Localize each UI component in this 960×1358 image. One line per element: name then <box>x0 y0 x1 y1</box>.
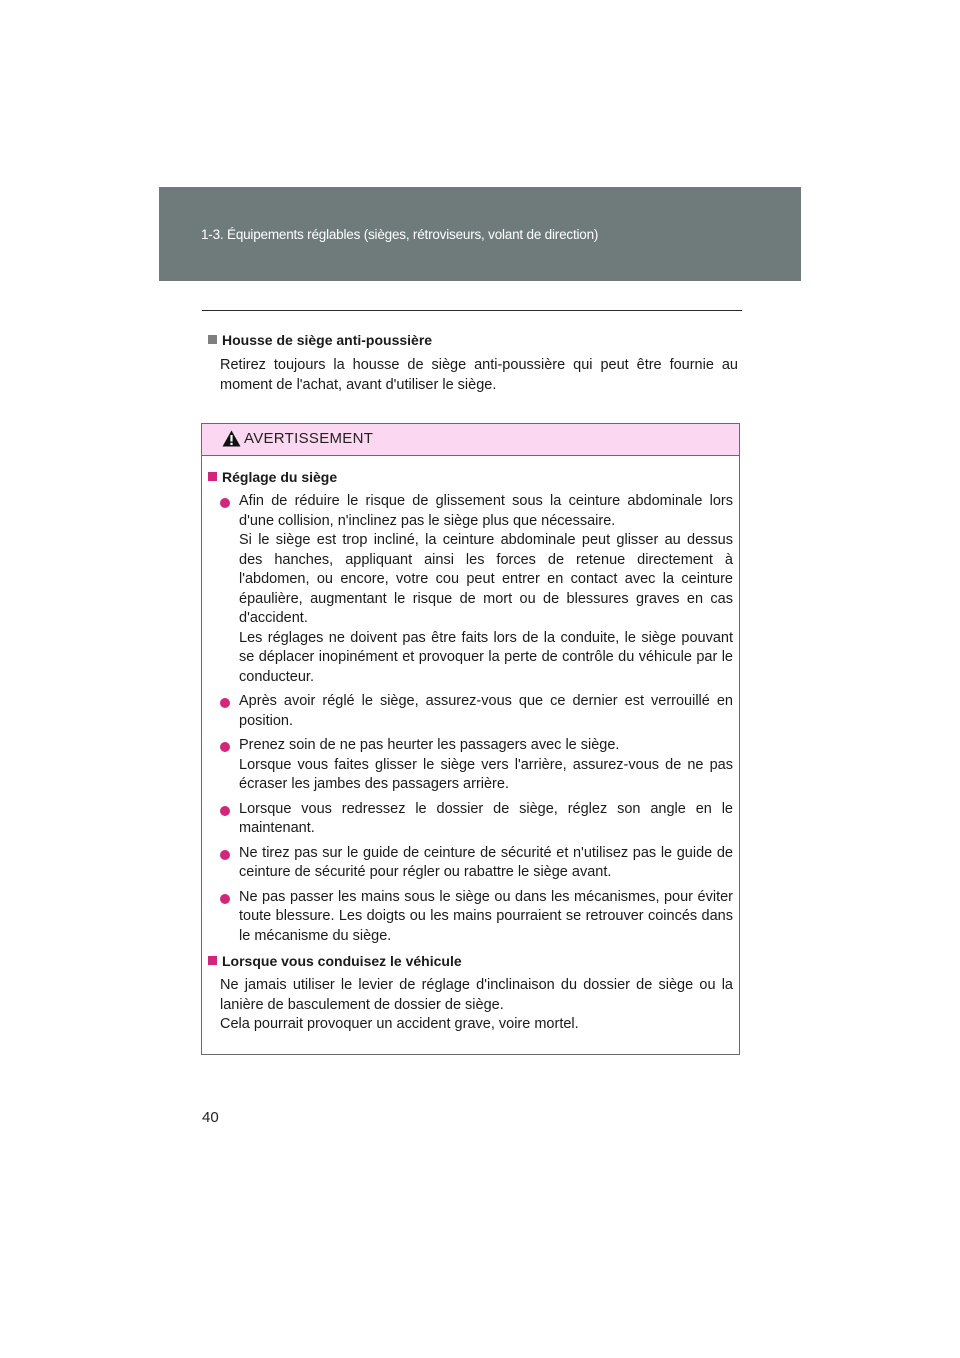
dust-cover-heading <box>208 330 738 350</box>
page-number: 40 <box>202 1109 219 1126</box>
warning-body <box>202 456 739 1035</box>
round-bullet-icon <box>220 498 230 508</box>
bullet-line: Après avoir réglé le siège, assurez-vous que ce dernier est verrouillé en position. <box>239 693 733 729</box>
divider-rule <box>202 310 742 311</box>
driving-text <box>208 976 733 1035</box>
bullet-item <box>220 888 733 947</box>
driving-line: Cela pourrait provoquer un accident grave, voire mortel. <box>220 1016 579 1032</box>
round-bullet-icon <box>220 850 230 860</box>
section-title: 1-3. Équipements réglables (sièges, rétroviseurs, volant de direction) <box>201 227 599 242</box>
warning-box <box>201 423 740 1055</box>
square-bullet-icon <box>208 956 217 965</box>
driving-line: Ne jamais utiliser le levier de réglage d'inclinaison du dossier de siège ou la lanière de basculement de dossier de siège. <box>220 977 733 1013</box>
bullet-item <box>220 800 733 839</box>
round-bullet-icon <box>220 806 230 816</box>
dust-cover-heading-text: Housse de siège anti-poussière <box>222 332 433 348</box>
section-header-band <box>159 187 801 281</box>
bullet-line: Ne pas passer les mains sous le siège ou dans les mécanismes, pour éviter toute blessure. Les doigts ou les mains pourraient se retrouver coincés dans le mécanisme du siège. <box>239 888 733 944</box>
bullet-line: Prenez soin de ne pas heurter les passagers avec le siège. <box>239 737 620 753</box>
round-bullet-icon <box>220 698 230 708</box>
round-bullet-icon <box>220 742 230 752</box>
bullet-line: Afin de réduire le risque de glissement sous la ceinture abdominale lors d'une collision, n'inclinez pas le siège plus que nécessaire. <box>239 493 733 529</box>
warning-triangle-icon <box>222 430 241 447</box>
bullet-item <box>220 736 733 795</box>
seat-adjust-heading <box>208 467 733 487</box>
warning-header <box>202 424 739 456</box>
seat-adjust-bullets <box>208 492 733 946</box>
bullet-item <box>220 492 733 687</box>
bullet-line: Si le siège est trop incliné, la ceinture abdominale peut glisser au dessus des hanches, appliquant ainsi les forces de retenue directement à l'abdomen, ou encore, votre cou peut entrer en contact avec la ceinture épaulière, augmentant le risque de mort ou de blessures graves en cas d'accident. <box>239 532 733 626</box>
round-bullet-icon <box>220 894 230 904</box>
bullet-line: Lorsque vous faites glisser le siège vers l'arrière, assurez-vous de ne pas écraser les jambes des passagers arrière. <box>239 756 733 792</box>
bullet-line: Lorsque vous redressez le dossier de siège, réglez son angle en le maintenant. <box>239 800 733 836</box>
bullet-item <box>220 692 733 731</box>
bullet-line: Les réglages ne doivent pas être faits lors de la conduite, le siège pouvant se déplacer inopinément et provoquer la perte de contrôle du véhicule par le conducteur. <box>239 629 733 685</box>
bullet-item <box>220 844 733 883</box>
bullet-line: Ne tirez pas sur le guide de ceinture de sécurité et n'utilisez pas le guide de ceinture de sécurité pour régler ou rabattre le siège avant. <box>239 844 733 880</box>
square-bullet-icon <box>208 335 217 344</box>
driving-heading <box>208 951 733 971</box>
seat-adjust-heading-text: Réglage du siège <box>222 469 338 485</box>
dust-cover-section <box>208 330 738 395</box>
driving-heading-text: Lorsque vous conduisez le véhicule <box>222 953 462 969</box>
dust-cover-text: Retirez toujours la housse de siège anti-poussière qui peut être fournie au moment de l'achat, avant d'utiliser le siège. <box>220 357 738 393</box>
warning-title: AVERTISSEMENT <box>244 430 374 447</box>
square-bullet-icon <box>208 472 217 481</box>
